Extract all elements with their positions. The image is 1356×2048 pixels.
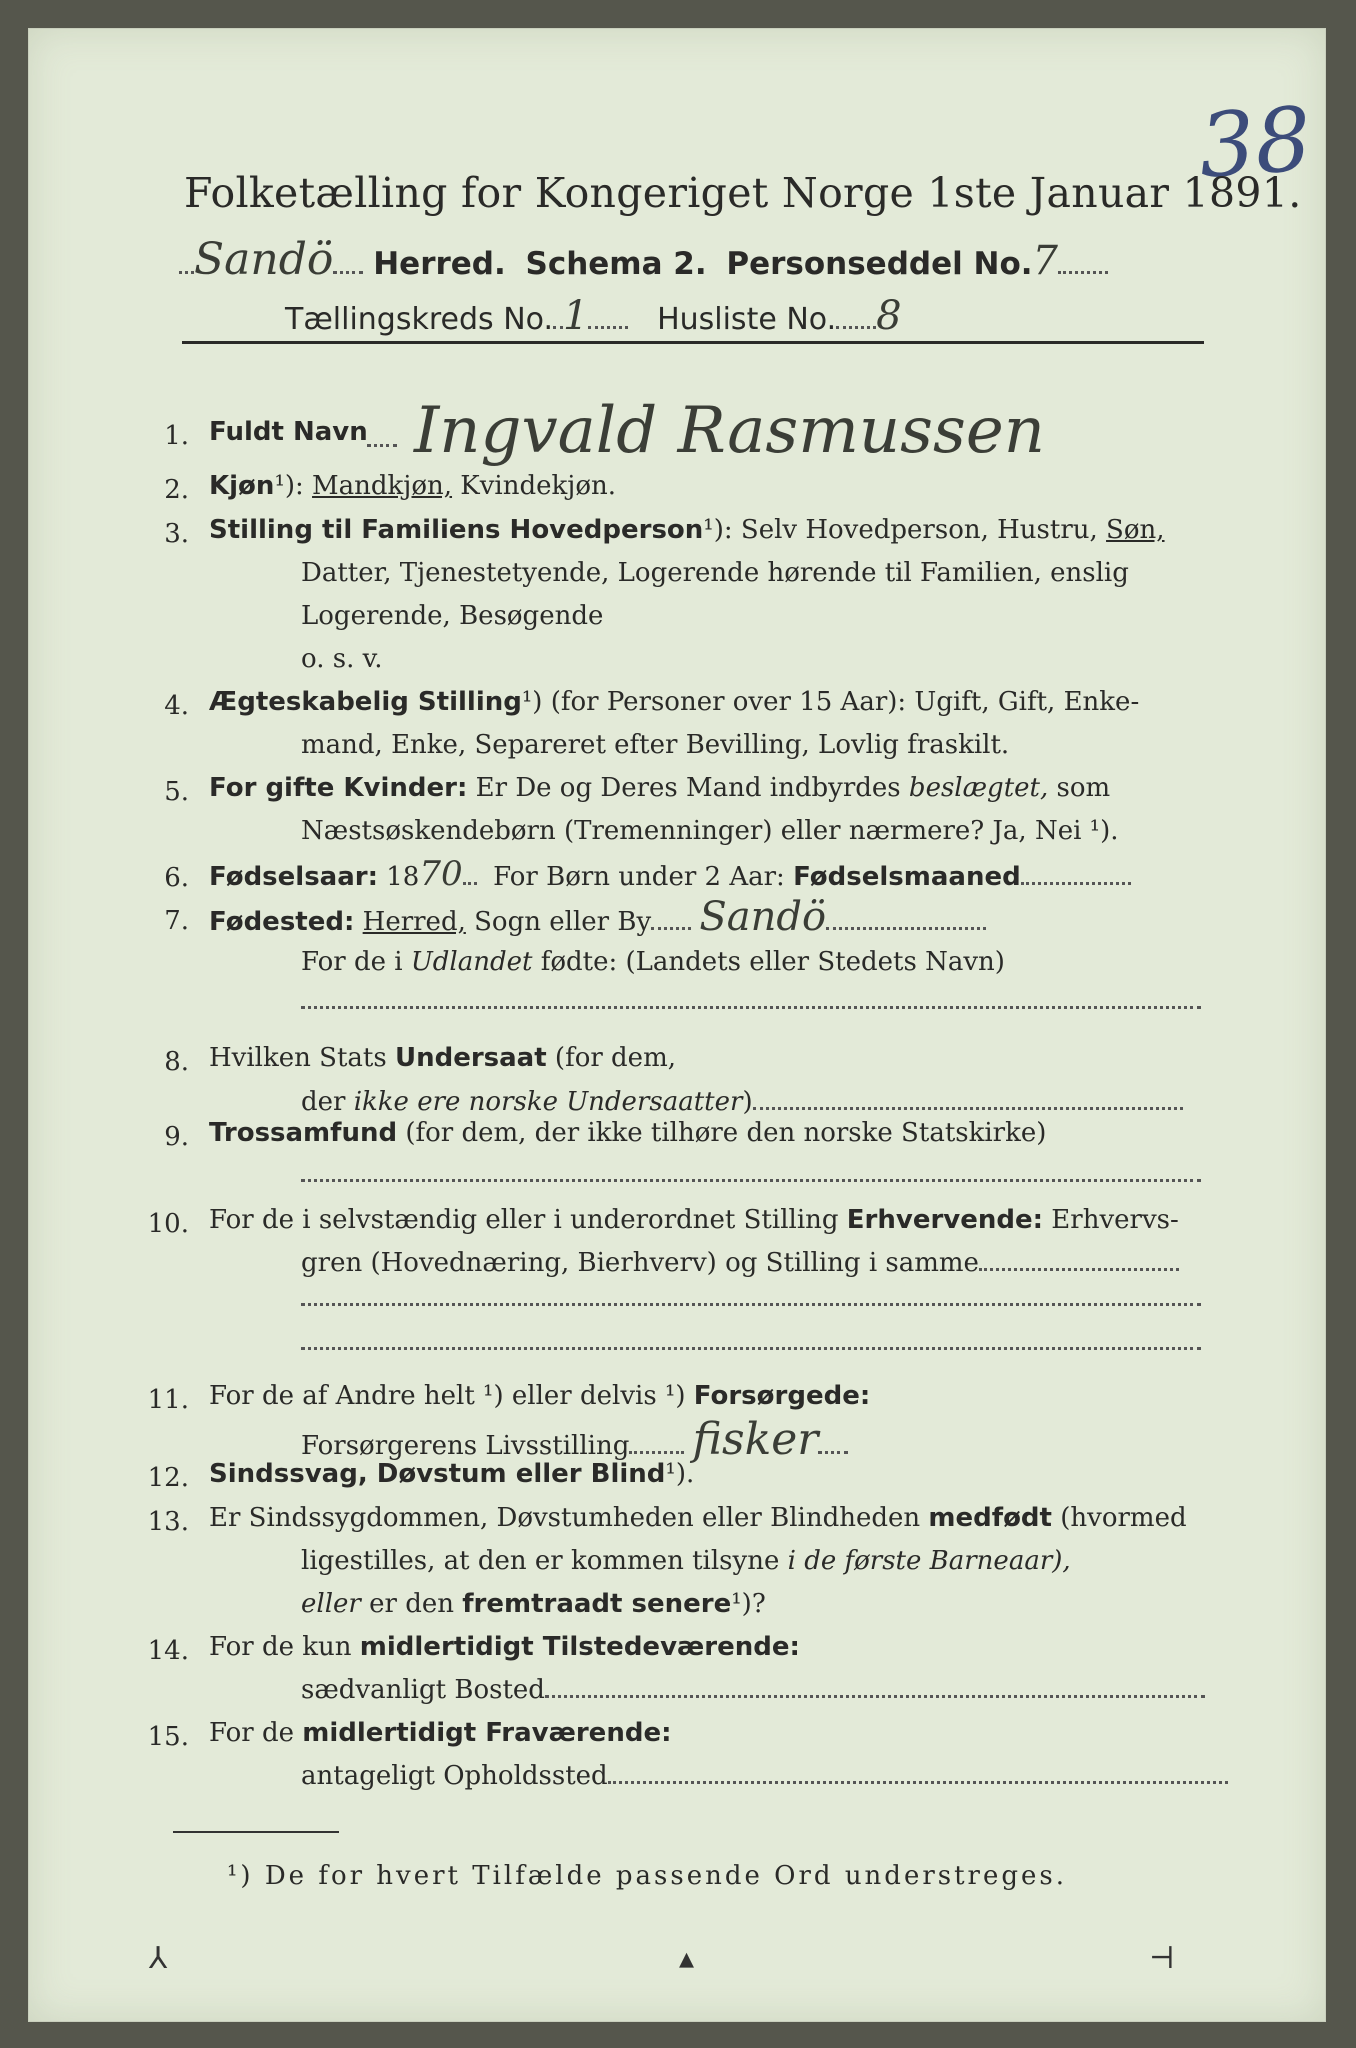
item-1-label: Fuldt Navn: [209, 417, 368, 447]
herred-line: [179, 234, 1108, 285]
item-9-line: [209, 1112, 1046, 1154]
item-3-number: 3.: [164, 519, 189, 549]
item-11-line1: [209, 1375, 870, 1417]
item-13-line2: [301, 1540, 1071, 1582]
husliste-value: 8: [876, 293, 902, 339]
item-15-number: 15.: [147, 1722, 189, 1752]
item-11-number: 11.: [147, 1385, 189, 1415]
corner-mark-right-icon: ⊣: [1149, 1941, 1175, 1976]
item-2-number: 2.: [164, 475, 189, 505]
item-14-a: For de kun: [209, 1632, 352, 1662]
kreds-label: Tællingskreds No.: [285, 302, 553, 337]
item-13-line3: [301, 1583, 766, 1625]
item-3-line3: Logerende, Besøgende: [301, 601, 604, 631]
item-2-opt-male: Mandkjøn,: [312, 471, 453, 501]
footnote-rule: [173, 1831, 339, 1833]
form-title: Folketælling for Kongeriget Norge 1ste Januar 1891.: [184, 169, 1302, 217]
item-15-l2: antageligt Opholdssted: [301, 1761, 608, 1791]
item-13-b: medfødt: [928, 1503, 1052, 1533]
item-14-l2: sædvanligt Bosted: [301, 1675, 545, 1705]
item-3-options: Selv Hovedperson, Hustru,: [740, 515, 1098, 545]
item-11-l2: Forsørgerens Livsstilling: [301, 1431, 630, 1461]
birthplace-value: Sandö: [699, 894, 827, 940]
item-8-line1: [209, 1037, 676, 1079]
header-rule: [182, 341, 1204, 344]
item-4-sup: ¹): [521, 687, 543, 717]
item-8-l2-italic: ikke ere norske Undersaatter: [353, 1087, 743, 1117]
item-6-line: [209, 853, 1131, 898]
item-11-a: For de af Andre helt ¹) eller delvis ¹): [209, 1381, 686, 1411]
item-15-a: For de: [209, 1718, 294, 1748]
item-7-rest: Sogn eller By: [474, 907, 652, 937]
item-2-opt-female: Kvindekjøn.: [460, 471, 616, 501]
item-10-l2: gren (Hovednæring, Bierhverv) og Stilling i samme: [301, 1248, 979, 1278]
item-2-line: [209, 465, 616, 507]
item-10-blank-line-2: [301, 1347, 1201, 1350]
item-9-blank-line: [301, 1179, 1201, 1182]
item-13-line1: [209, 1497, 1187, 1539]
item-1-number: 1.: [164, 421, 189, 451]
census-form-sheet: [28, 28, 1326, 2022]
item-9-number: 9.: [164, 1122, 189, 1152]
item-10-blank-line-1: [301, 1303, 1201, 1306]
item-8-number: 8.: [164, 1047, 189, 1077]
item-4-label: Ægteskabelig Stilling: [209, 687, 522, 717]
full-name-value: Ingvald Rasmussen: [414, 394, 1045, 468]
item-13-l3c: ¹)?: [731, 1589, 766, 1619]
item-10-line1: [209, 1199, 1179, 1241]
kreds-line: [285, 293, 902, 339]
item-13-a: Er Sindssygdommen, Døvstumheden eller Blindheden: [209, 1503, 921, 1533]
item-3-selected: Søn,: [1106, 515, 1165, 545]
corner-mark-left-icon: ⅄: [149, 1941, 168, 1976]
item-6-label2: Fødselsmaaned: [793, 862, 1021, 892]
item-10-line2: [301, 1242, 1179, 1284]
provider-occupation-value: fisker: [692, 1414, 819, 1465]
item-3-sup: ¹):: [703, 515, 733, 545]
item-2-label: Kjøn: [209, 471, 275, 501]
item-12-label: Sindssvag, Døvstum eller Blind: [209, 1459, 666, 1489]
item-7-selected: Herred,: [362, 907, 466, 937]
item-6-mid: For Børn under 2 Aar:: [493, 862, 785, 892]
item-13-c: (hvormed: [1060, 1503, 1187, 1533]
personseddel-label: Personseddel No.: [726, 246, 1033, 282]
item-3-line2: Datter, Tjenestetyende, Logerende hørende til Familien, enslig: [301, 558, 1129, 588]
item-7-line1: [209, 896, 986, 943]
item-12-sup: ¹).: [665, 1459, 695, 1489]
item-3-label: Stilling til Familiens Hovedperson: [209, 515, 704, 545]
item-2-sup: ¹):: [274, 471, 304, 501]
birth-year-value: 70: [419, 854, 463, 894]
item-5-line2: Næstsøskendebørn (Tremenninger) eller nærmere? Ja, Nei ¹).: [301, 816, 1119, 846]
item-10-b: Erhvervende:: [846, 1205, 1044, 1235]
footnote: ¹) De for hvert Tilfælde passende Ord understreges.: [227, 1861, 1068, 1891]
item-12-line: [209, 1453, 694, 1495]
item-15-line1: [209, 1712, 671, 1754]
item-8-a: Hvilken Stats: [209, 1043, 387, 1073]
item-14-line2: [301, 1669, 1205, 1711]
item-5-line1: [209, 767, 1110, 809]
item-15-b: midlertidigt Fraværende:: [302, 1718, 672, 1748]
item-13-l3b: fremtraadt senere: [462, 1589, 732, 1619]
item-9-label: Trossamfund: [209, 1118, 398, 1148]
item-8-b: Undersaat: [394, 1043, 547, 1073]
item-13-l3a: er den: [369, 1589, 454, 1619]
item-5-end: som: [1056, 773, 1111, 803]
item-8-l2a: der: [301, 1087, 346, 1117]
item-7-number: 7.: [164, 906, 189, 936]
kreds-value: 1: [563, 293, 589, 339]
item-7-blank-line: [301, 1006, 1201, 1009]
item-13-l2-italic: i de første Barneaar),: [787, 1546, 1071, 1576]
husliste-label: Husliste No.: [657, 302, 837, 337]
item-10-c: Erhvervs-: [1051, 1205, 1179, 1235]
archive-page-number: 38: [1195, 87, 1315, 198]
item-13-number: 13.: [147, 1507, 189, 1537]
item-5-rest: Er De og Deres Mand indbyrdes: [475, 773, 901, 803]
item-14-number: 14.: [147, 1636, 189, 1666]
item-7-l2-italic: Udlandet: [410, 947, 533, 977]
item-7-l2b: fødte: (Landets eller Stedets Navn): [540, 947, 1005, 977]
item-14-b: midlertidigt Tilstedeværende:: [359, 1632, 800, 1662]
item-15-line2: [301, 1755, 1228, 1797]
item-13-l3-italic: eller: [301, 1589, 361, 1619]
item-13-l2a: ligestilles, at den er kommen tilsyne: [301, 1546, 780, 1576]
item-6-number: 6.: [164, 863, 189, 893]
item-4-number: 4.: [164, 691, 189, 721]
item-14-line1: [209, 1626, 800, 1668]
item-4-line2: mand, Enke, Separeret efter Bevilling, Lovlig fraskilt.: [301, 730, 1010, 760]
item-1-dotline: [367, 444, 397, 447]
item-7-line2: [301, 941, 1005, 983]
item-6-label: Fødselsaar:: [209, 862, 378, 892]
item-4-rest: (for Personer over 15 Aar): Ugift, Gift, Enke-: [550, 687, 1140, 717]
item-5-label: For gifte Kvinder:: [209, 773, 468, 803]
item-8-line2: der ikke ere norske Undersaatter): [301, 1081, 1183, 1123]
item-10-number: 10.: [147, 1209, 189, 1239]
schema-label: Schema 2.: [525, 246, 707, 282]
item-12-number: 12.: [147, 1463, 189, 1493]
item-4-line1: [209, 681, 1139, 723]
herred-label: Herred.: [373, 246, 506, 282]
item-9-rest: (for dem, der ikke tilhøre den norske Statskirke): [405, 1118, 1047, 1148]
item-5-number: 5.: [164, 777, 189, 807]
item-10-a: For de i selvstændig eller i underordnet Stilling: [209, 1205, 839, 1235]
center-mark-icon: ▴: [679, 1941, 695, 1976]
item-3-line4: o. s. v.: [301, 644, 383, 674]
item-7-label: Fødested:: [209, 907, 355, 937]
herred-value: Sandö: [194, 234, 334, 285]
item-5-italic: beslægtet,: [908, 773, 1049, 803]
item-7-l2a: For de i: [301, 947, 403, 977]
item-6-year-prefix: 18: [386, 862, 420, 892]
item-11-b: Forsørgede:: [693, 1381, 871, 1411]
personseddel-value: 7: [1032, 238, 1058, 284]
item-8-c: (for dem,: [554, 1043, 676, 1073]
item-3-line1: [209, 509, 1165, 551]
